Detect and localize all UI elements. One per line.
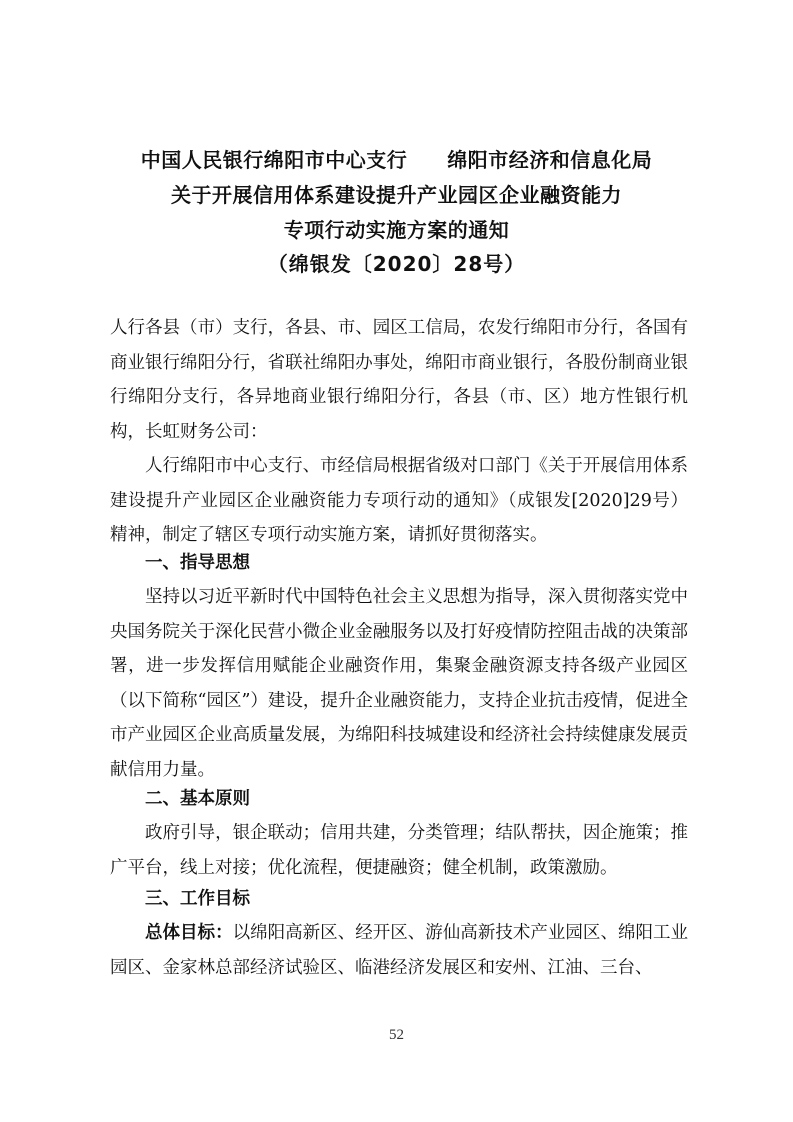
issuer-economy-bureau: 绵阳市经济和信息化局 bbox=[447, 148, 653, 172]
title-issuers bbox=[0, 145, 793, 175]
overall-goal-text: 以绵阳高新区、经开区、游仙高新技术产业园区、绵阳工业园区、金家林总部经济试验区、临港经济发展区和安州、江油、三台、 bbox=[110, 923, 689, 978]
issuer-pbc-mianyang: 中国人民银行绵阳市中心支行 bbox=[140, 148, 408, 172]
section-body-guiding-ideology: 坚持以习近平新时代中国特色社会主义思想为指导，深入贯彻落实党中央国务院关于深化民营小微企业金融服务以及打好疫情防控阻击战的决策部署，进一步发挥信用赋能企业融资作用，集聚金融资源支持各级产业园区（以下简称“园区”）建设，提升企业融资能力，支持企业抗击疫情，促进全市产业园区企业高质量发展，为绵阳科技城建设和经济社会持续健康发展贡献信用力量。 bbox=[110, 587, 688, 780]
document-number: （绵银发〔2020〕28号） bbox=[267, 252, 526, 276]
section-body-basic-principles: 政府引导，银企联动；信用共建，分类管理；结队帮扶，因企施策；推广平台，线上对接；优化流程，便捷融资；健全机制，政策激励。 bbox=[110, 823, 688, 878]
title-line-2: 关于开展信用体系建设提升产业园区企业融资能力 bbox=[171, 183, 622, 207]
section-heading-work-goals: 三、工作目标 bbox=[145, 889, 250, 909]
intro-paragraph: 人行绵阳市中心支行、市经信局根据省级对口部门《关于开展信用体系建设提升产业园区企业融资能力专项行动的通知》（成银发[2020]29号）精神，制定了辖区专项行动实施方案，请抓好贯彻落实。 bbox=[110, 456, 688, 545]
section-heading-guiding-ideology: 一、指导思想 bbox=[145, 553, 250, 573]
page-number: 52 bbox=[389, 1027, 404, 1043]
addressees-paragraph: 人行各县（市）支行，各县、市、园区工信局，农发行绵阳市分行，各国有商业银行绵阳分行，省联社绵阳办事处，绵阳市商业银行，各股份制商业银行绵阳分支行，各异地商业银行绵阳分行，各县（市、区）地方性银行机构，长虹财务公司： bbox=[110, 318, 688, 442]
section-heading-basic-principles: 二、基本原则 bbox=[145, 789, 250, 809]
overall-goal-label: 总体目标： bbox=[145, 923, 233, 943]
section-body-work-goals bbox=[110, 916, 688, 985]
title-line-3: 专项行动实施方案的通知 bbox=[283, 218, 510, 242]
